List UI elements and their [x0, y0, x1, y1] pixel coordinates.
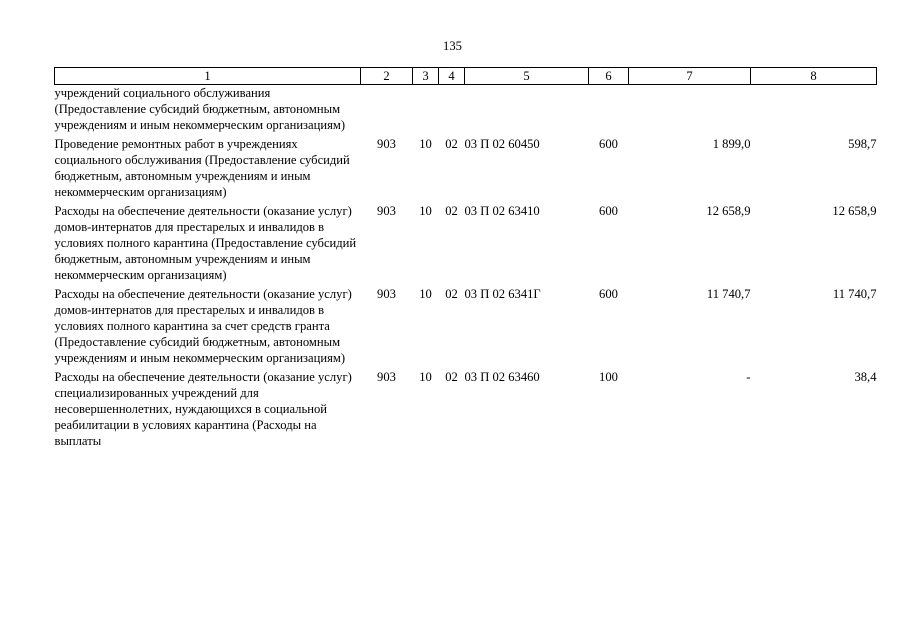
header-col-1: 1	[55, 68, 361, 85]
row-name: Проведение ремонтных работ в учреждениях социального обслуживания (Предоставление субсидий бюджетным, автономным учреждениям и иным некоммерческим организациям)	[54, 137, 350, 199]
row-type: 600	[599, 137, 618, 151]
row-target: 03 П 02 63460	[464, 370, 540, 384]
header-row	[55, 68, 877, 85]
header-col-2: 2	[361, 68, 413, 85]
budget-table	[54, 67, 877, 452]
row-admin: 903	[377, 137, 396, 151]
table-row	[55, 85, 877, 137]
header-col-4: 4	[439, 68, 465, 85]
row-subsection: 02	[445, 137, 458, 151]
row-section	[413, 85, 439, 137]
row-subsection: 02	[445, 370, 458, 384]
row-type: 100	[599, 370, 618, 384]
page-number: 135	[443, 39, 462, 53]
row-subsection: 02	[445, 287, 458, 301]
row-type	[589, 85, 629, 137]
row-subsection: 02	[445, 204, 458, 218]
row-admin	[361, 85, 413, 137]
row-value2	[751, 85, 877, 137]
row-section: 10	[419, 370, 432, 384]
row-name: Расходы на обеспечение деятельности (оказание услуг) домов-интернатов для престарелых и инвалидов в условиях полного карантина (Предоставление субсидий бюджетным, автономным учреждениям и иным некоммерческим организациям)	[54, 204, 357, 282]
table-row	[55, 136, 877, 203]
row-name: Расходы на обеспечение деятельности (оказание услуг) специализированных учреждений для несовершеннолетних, нуждающихся в социальной реабилитации в условиях карантина (Расходы на выплаты	[54, 370, 352, 448]
row-target: 03 П 02 6341Г	[464, 287, 541, 301]
row-value1	[629, 85, 751, 137]
row-value1: -	[746, 370, 751, 384]
row-section: 10	[419, 137, 432, 151]
header-col-8: 8	[751, 68, 877, 85]
table-row	[55, 286, 877, 369]
row-subsection	[439, 85, 465, 137]
row-target: 03 П 02 63410	[464, 204, 540, 218]
table-row	[55, 203, 877, 286]
header-col-7: 7	[629, 68, 751, 85]
row-value2: 11 740,7	[832, 287, 877, 301]
row-target	[465, 85, 589, 137]
row-value1: 12 658,9	[706, 204, 751, 218]
header-col-6: 6	[589, 68, 629, 85]
row-admin: 903	[377, 204, 396, 218]
row-admin: 903	[377, 370, 396, 384]
row-section: 10	[419, 287, 432, 301]
row-value2: 598,7	[848, 137, 877, 151]
header-col-5: 5	[465, 68, 589, 85]
row-value1: 1 899,0	[712, 137, 751, 151]
header-col-3: 3	[413, 68, 439, 85]
row-value1: 11 740,7	[706, 287, 751, 301]
table-row	[55, 369, 877, 452]
row-value2: 38,4	[854, 370, 877, 384]
row-type: 600	[599, 287, 618, 301]
row-value2: 12 658,9	[832, 204, 877, 218]
row-name: Расходы на обеспечение деятельности (оказание услуг) домов-интернатов для престарелых и инвалидов в условиях полного карантина за счет средств гранта (Предоставление субсидий бюджетным, автономным учреждениям и иным некоммерческим организациям)	[54, 287, 352, 365]
row-admin: 903	[377, 287, 396, 301]
row-target: 03 П 02 60450	[464, 137, 540, 151]
row-type: 600	[599, 204, 618, 218]
row-name: учреждений социального обслуживания (Предоставление субсидий бюджетным, автономным учреждениям и иным некоммерческим организациям)	[54, 86, 346, 132]
row-section: 10	[419, 204, 432, 218]
